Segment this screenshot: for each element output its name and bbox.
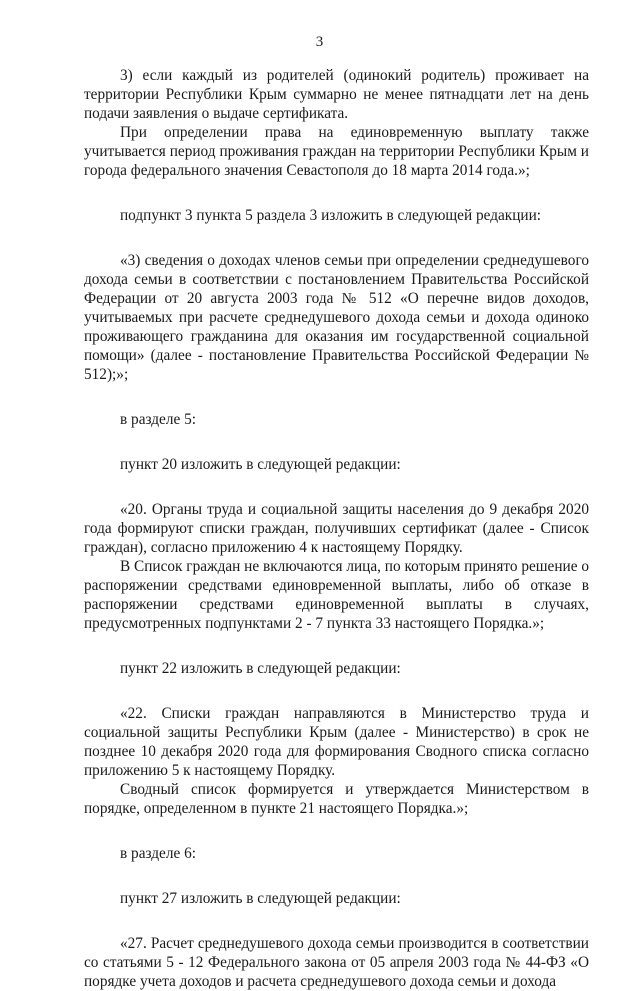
paragraph-section-5: в разделе 5: xyxy=(120,411,196,428)
document-body xyxy=(84,66,589,991)
paragraph-item-27: «27. Расчет среднедушевого дохода семьи производится в соответствии со статьями 5 - 12 Федерального закона от 05 апреля 2003 года № 44-ФЗ «О порядке учета доходов и расчета среднедушевого дохода семьи и дохода xyxy=(84,935,589,990)
page-number: 3 xyxy=(315,34,324,50)
paragraph-income-info: «3) сведения о доходах членов семьи при определении среднедушевого дохода семьи в соответствии с постановлением Правительства Российской Федерации от 20 августа 2003 года № 512 «О перечне видов доходов, учитываемых при расчете среднедушевого дохода семьи и дохода одиноко проживающего гражданина для оказания им государственной социальной помощи» (далее - постановление Правительства Российской Федерации № 512);»; xyxy=(84,252,589,383)
paragraph-amend-item-20: пункт 20 изложить в следующей редакции: xyxy=(120,456,401,473)
paragraph-item-20: «20. Органы труда и социальной защиты населения до 9 декабря 2020 года формируют списки граждан, получивших сертификат (далее - Список граждан), согласно приложению 4 к настоящему Порядку. xyxy=(84,501,589,556)
paragraph-exclusions: В Список граждан не включаются лица, по которым принято решение о распоряжении средствами единовременной выплаты, либо об отказе в распоряжении средствами единовременной выплаты в случаях, предусмотренных подпунктами 2 - 7 пункта 33 настоящего Порядка.»; xyxy=(84,558,589,632)
paragraph-residence-period: При определении права на единовременную выплату также учитывается период проживания граждан на территории Республики Крым и города федерального значения Севастополя до 18 марта 2014 года.»; xyxy=(84,124,589,179)
paragraph-amend-item-27: пункт 27 изложить в следующей редакции: xyxy=(120,890,401,907)
paragraph-item-22: «22. Списки граждан направляются в Министерство труда и социальной защиты Республики Крым (далее - Министерство) в срок не позднее 10 декабря 2020 года для формирования Сводного списка согласно приложению 5 к настоящему Порядку. xyxy=(84,705,589,779)
paragraph-section-6: в разделе 6: xyxy=(120,845,196,862)
paragraph-summary-list: Сводный список формируется и утверждается Министерством в порядке, определенном в пункте 21 настоящего Порядка.»; xyxy=(84,781,589,817)
paragraph-amend-subitem-3: подпункт 3 пункта 5 раздела 3 изложить в следующей редакции: xyxy=(120,207,542,224)
paragraph-amend-item-22: пункт 22 изложить в следующей редакции: xyxy=(120,660,401,677)
paragraph-residence-condition: 3) если каждый из родителей (одинокий родитель) проживает на территории Республики Крым суммарно не менее пятнадцати лет на день подачи заявления о выдаче сертификата. xyxy=(84,67,589,122)
